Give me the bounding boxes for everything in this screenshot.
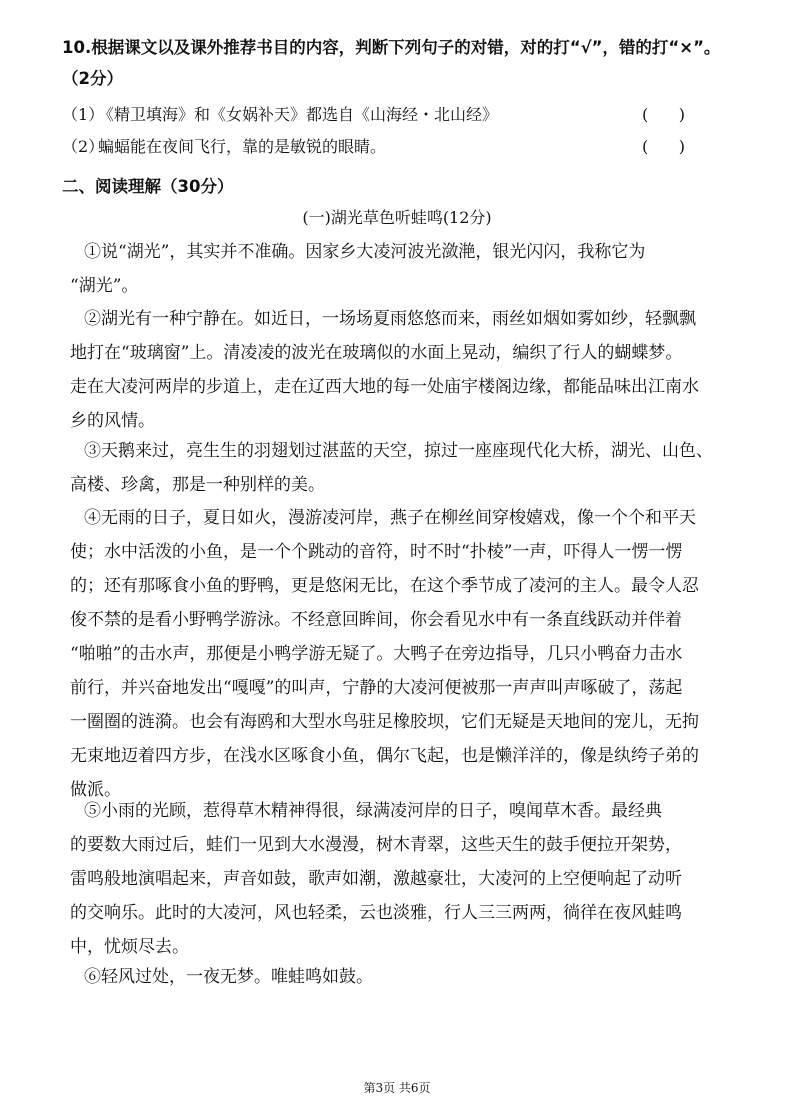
item-statement: 蝙蝠能在夜间飞行，靠的是敏锐的眼睛。 xyxy=(98,137,387,156)
text-line: 的；还有那啄食小鱼的野鸭，更是悠闲无比，在这个季节成了凌河的主人。最令人忍 xyxy=(70,576,699,596)
true-false-item-2 xyxy=(62,137,386,157)
text-line: 俊不禁的是看小野鸭学游泳。不经意回眸间，你会看见水中有一条直线跃动并伴着 xyxy=(70,610,682,630)
paragraph-5 xyxy=(70,794,724,964)
text-line: 高楼、珍禽，那是一种别样的美。 xyxy=(70,475,325,495)
text-line: 使；水中活泼的小鱼，是一个个跳动的音符，时不时“扑棱”一声，吓得人一愣一愣 xyxy=(70,542,683,562)
text-line: 一圈圈的涟漪。也会有海鸥和大型水鸟驻足橡胶坝，它们无疑是天地间的宠儿，无拘 xyxy=(70,712,699,732)
text-line: 地打在“玻璃窗”上。清凌凌的波光在玻璃似的水面上晃动，编织了行人的蝴蝶梦。 xyxy=(70,343,683,363)
text-line: 雷鸣般地演唱起来，声音如鼓，歌声如潮，激越豪壮，大凌河的上空便响起了动听 xyxy=(70,869,682,889)
text-line: ⑤小雨的光顾，惹得草木精神得很，绿满凌河岸的日子，嗅闻草木香。最经典 xyxy=(84,801,662,821)
text-line: 做派。 xyxy=(70,780,121,800)
text-line: 前行，并兴奋地发出“嘎嘎”的叫声，宁静的大凌河便被那一声声叫声啄破了，荡起 xyxy=(70,678,683,698)
page-number: 第3页 共6页 xyxy=(363,1081,431,1095)
answer-bracket-1[interactable]: ( ) xyxy=(642,105,685,124)
text-line: ③天鹅来过，亮生生的羽翅划过湛蓝的天空，掠过一座座现代化大桥，湖光、山色、 xyxy=(84,441,713,461)
paragraph-4 xyxy=(70,501,724,807)
true-false-item-1 xyxy=(62,105,498,125)
item-statement: 《精卫填海》和《女娲补天》都选自《山海经・北山经》 xyxy=(98,105,499,124)
article-title: (一)湖光草色听蛙鸣(12分) xyxy=(302,208,492,227)
paragraph-6 xyxy=(84,960,724,994)
question-10-heading: 10.根据课文以及课外推荐书目的内容，判断下列句子的对错，对的打“√”，错的打“×”。 xyxy=(62,38,721,57)
paragraph-2 xyxy=(70,302,724,438)
text-line: ⑥轻风过处，一夜无梦。唯蛙鸣如鼓。 xyxy=(84,967,373,987)
item-number: （1） xyxy=(62,105,105,124)
text-line: 的交响乐。此时的大凌河，风也轻柔，云也淡雅，行人三三两两，徜徉在夜风蛙鸣 xyxy=(70,903,682,923)
text-line: “湖光”。 xyxy=(70,276,139,296)
text-line: 无束地迈着四方步，在浅水区啄食小鱼，偶尔飞起，也是懒洋洋的，像是纨绔子弟的 xyxy=(70,746,699,766)
question-10-score: （2分） xyxy=(62,69,123,88)
text-line: ①说“湖光”，其实并不准确。因家乡大凌河波光潋滟，银光闪闪，我称它为 xyxy=(84,242,646,262)
item-number: （2） xyxy=(62,137,105,156)
text-line: 的要数大雨过后，蛙们一见到大水漫漫，树木青翠，这些天生的鼓手便拉开架势， xyxy=(70,835,682,855)
section-title: 二、阅读理解（30分） xyxy=(62,177,234,196)
text-line: ②湖光有一种宁静在。如近日，一场场夏雨悠悠而来，雨丝如烟如雾如纱，轻飘飘 xyxy=(84,309,696,329)
text-line: “啪啪”的击水声，那便是小鸭学游无疑了。大鸭子在旁边指导，几只小鸭奋力击水 xyxy=(70,644,683,664)
text-line: 走在大凌河两岸的步道上，走在辽西大地的每一处庙宇楼阁边缘，都能品味出江南水 xyxy=(70,377,699,397)
paragraph-1 xyxy=(70,235,724,303)
text-line: 乡的风情。 xyxy=(70,411,155,431)
text-line: ④无雨的日子，夏日如火，漫游凌河岸，燕子在柳丝间穿梭嬉戏，像一个个和平天 xyxy=(84,508,696,528)
text-line: 中，忧烦尽去。 xyxy=(70,937,189,957)
answer-bracket-2[interactable]: ( ) xyxy=(642,137,685,156)
paragraph-3 xyxy=(70,434,724,502)
